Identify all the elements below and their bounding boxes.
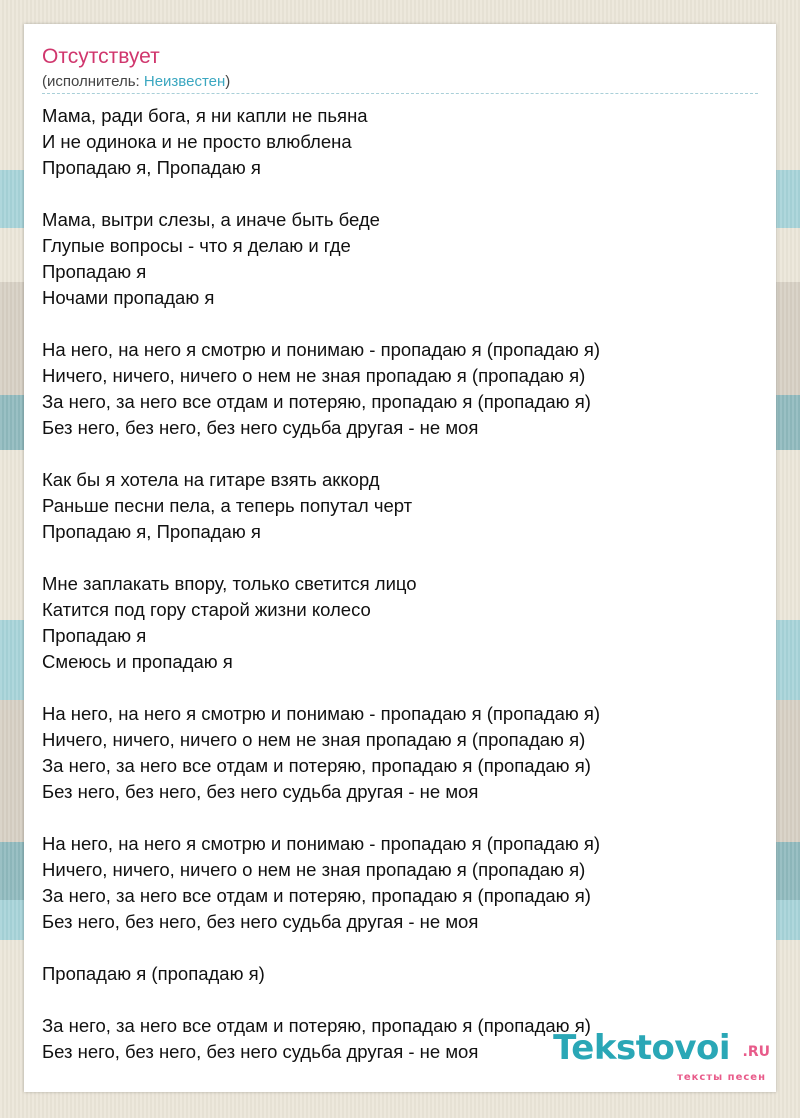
stanza-break: [42, 987, 762, 1013]
site-logo[interactable]: [550, 1028, 770, 1086]
lyric-line: Ничего, ничего, ничего о нем не зная пропадаю я (пропадаю я): [42, 729, 586, 750]
lyric-line: Без него, без него, без него судьба другая - не моя: [42, 781, 479, 802]
lyric-line: Пропадаю я (пропадаю я): [42, 963, 265, 984]
lyric-line: Ничего, ничего, ничего о нем не зная пропадаю я (пропадаю я): [42, 859, 586, 880]
lyric-line: Без него, без него, без него судьба другая - не моя: [42, 911, 479, 932]
lyric-line: Пропадаю я, Пропадаю я: [42, 157, 261, 178]
logo-wordmark: Tekstovoi: [553, 1028, 730, 1068]
lyric-line: Ночами пропадаю я: [42, 287, 215, 308]
lyric-line: Раньше песни пела, а теперь попутал черт: [42, 495, 413, 516]
lyric-line: Пропадаю я: [42, 261, 147, 282]
lyric-line: За него, за него все отдам и потеряю, пропадаю я (пропадаю я): [42, 391, 591, 412]
lyric-line: Мама, ради бога, я ни капли не пьяна: [42, 105, 368, 126]
lyric-line: За него, за него все отдам и потеряю, пропадаю я (пропадаю я): [42, 1015, 591, 1036]
stanza-break: [42, 805, 762, 831]
artist-link[interactable]: Неизвестен: [143, 73, 226, 90]
lyric-line: На него, на него я смотрю и понимаю - пропадаю я (пропадаю я): [42, 339, 601, 360]
stanza-break: [42, 545, 762, 571]
logo-tld: .RU: [742, 1044, 770, 1060]
lyric-line: Катится под гору старой жизни колесо: [42, 599, 371, 620]
stanza-break: [42, 935, 762, 961]
lyric-line: Без него, без него, без него судьба другая - не моя: [42, 1041, 479, 1062]
song-title: Отсутствует: [42, 45, 160, 68]
lyric-line: Глупые вопросы - что я делаю и где: [42, 235, 351, 256]
lyric-line: Мама, вытри слезы, а иначе быть беде: [42, 209, 380, 230]
lyric-line: Смеюсь и пропадаю я: [42, 651, 233, 672]
stanza-break: [42, 181, 762, 207]
stanza-break: [42, 441, 762, 467]
lyric-line: За него, за него все отдам и потеряю, пропадаю я (пропадаю я): [42, 885, 591, 906]
lyric-line: На него, на него я смотрю и понимаю - пропадаю я (пропадаю я): [42, 833, 601, 854]
lyrics-body: [42, 103, 762, 1065]
artist-prefix: (исполнитель:: [42, 73, 144, 90]
stanza-break: [42, 311, 762, 337]
lyric-line: Как бы я хотела на гитаре взять аккорд: [42, 469, 380, 490]
artist-suffix: ): [225, 73, 231, 90]
title-divider: [42, 93, 758, 94]
lyrics-sheet: [24, 24, 776, 1092]
artist-line: [42, 73, 230, 90]
lyric-line: Без него, без него, без него судьба другая - не моя: [42, 417, 479, 438]
stanza-break: [42, 675, 762, 701]
lyric-line: Пропадаю я: [42, 625, 147, 646]
lyric-line: И не одинока и не просто влюблена: [42, 131, 352, 152]
lyric-line: Пропадаю я, Пропадаю я: [42, 521, 261, 542]
logo-tagline: тексты песен: [677, 1072, 766, 1083]
lyric-line: Ничего, ничего, ничего о нем не зная пропадаю я (пропадаю я): [42, 365, 586, 386]
lyric-line: Мне заплакать впору, только светится лицо: [42, 573, 417, 594]
lyric-line: За него, за него все отдам и потеряю, пропадаю я (пропадаю я): [42, 755, 591, 776]
lyric-line: На него, на него я смотрю и понимаю - пропадаю я (пропадаю я): [42, 703, 601, 724]
